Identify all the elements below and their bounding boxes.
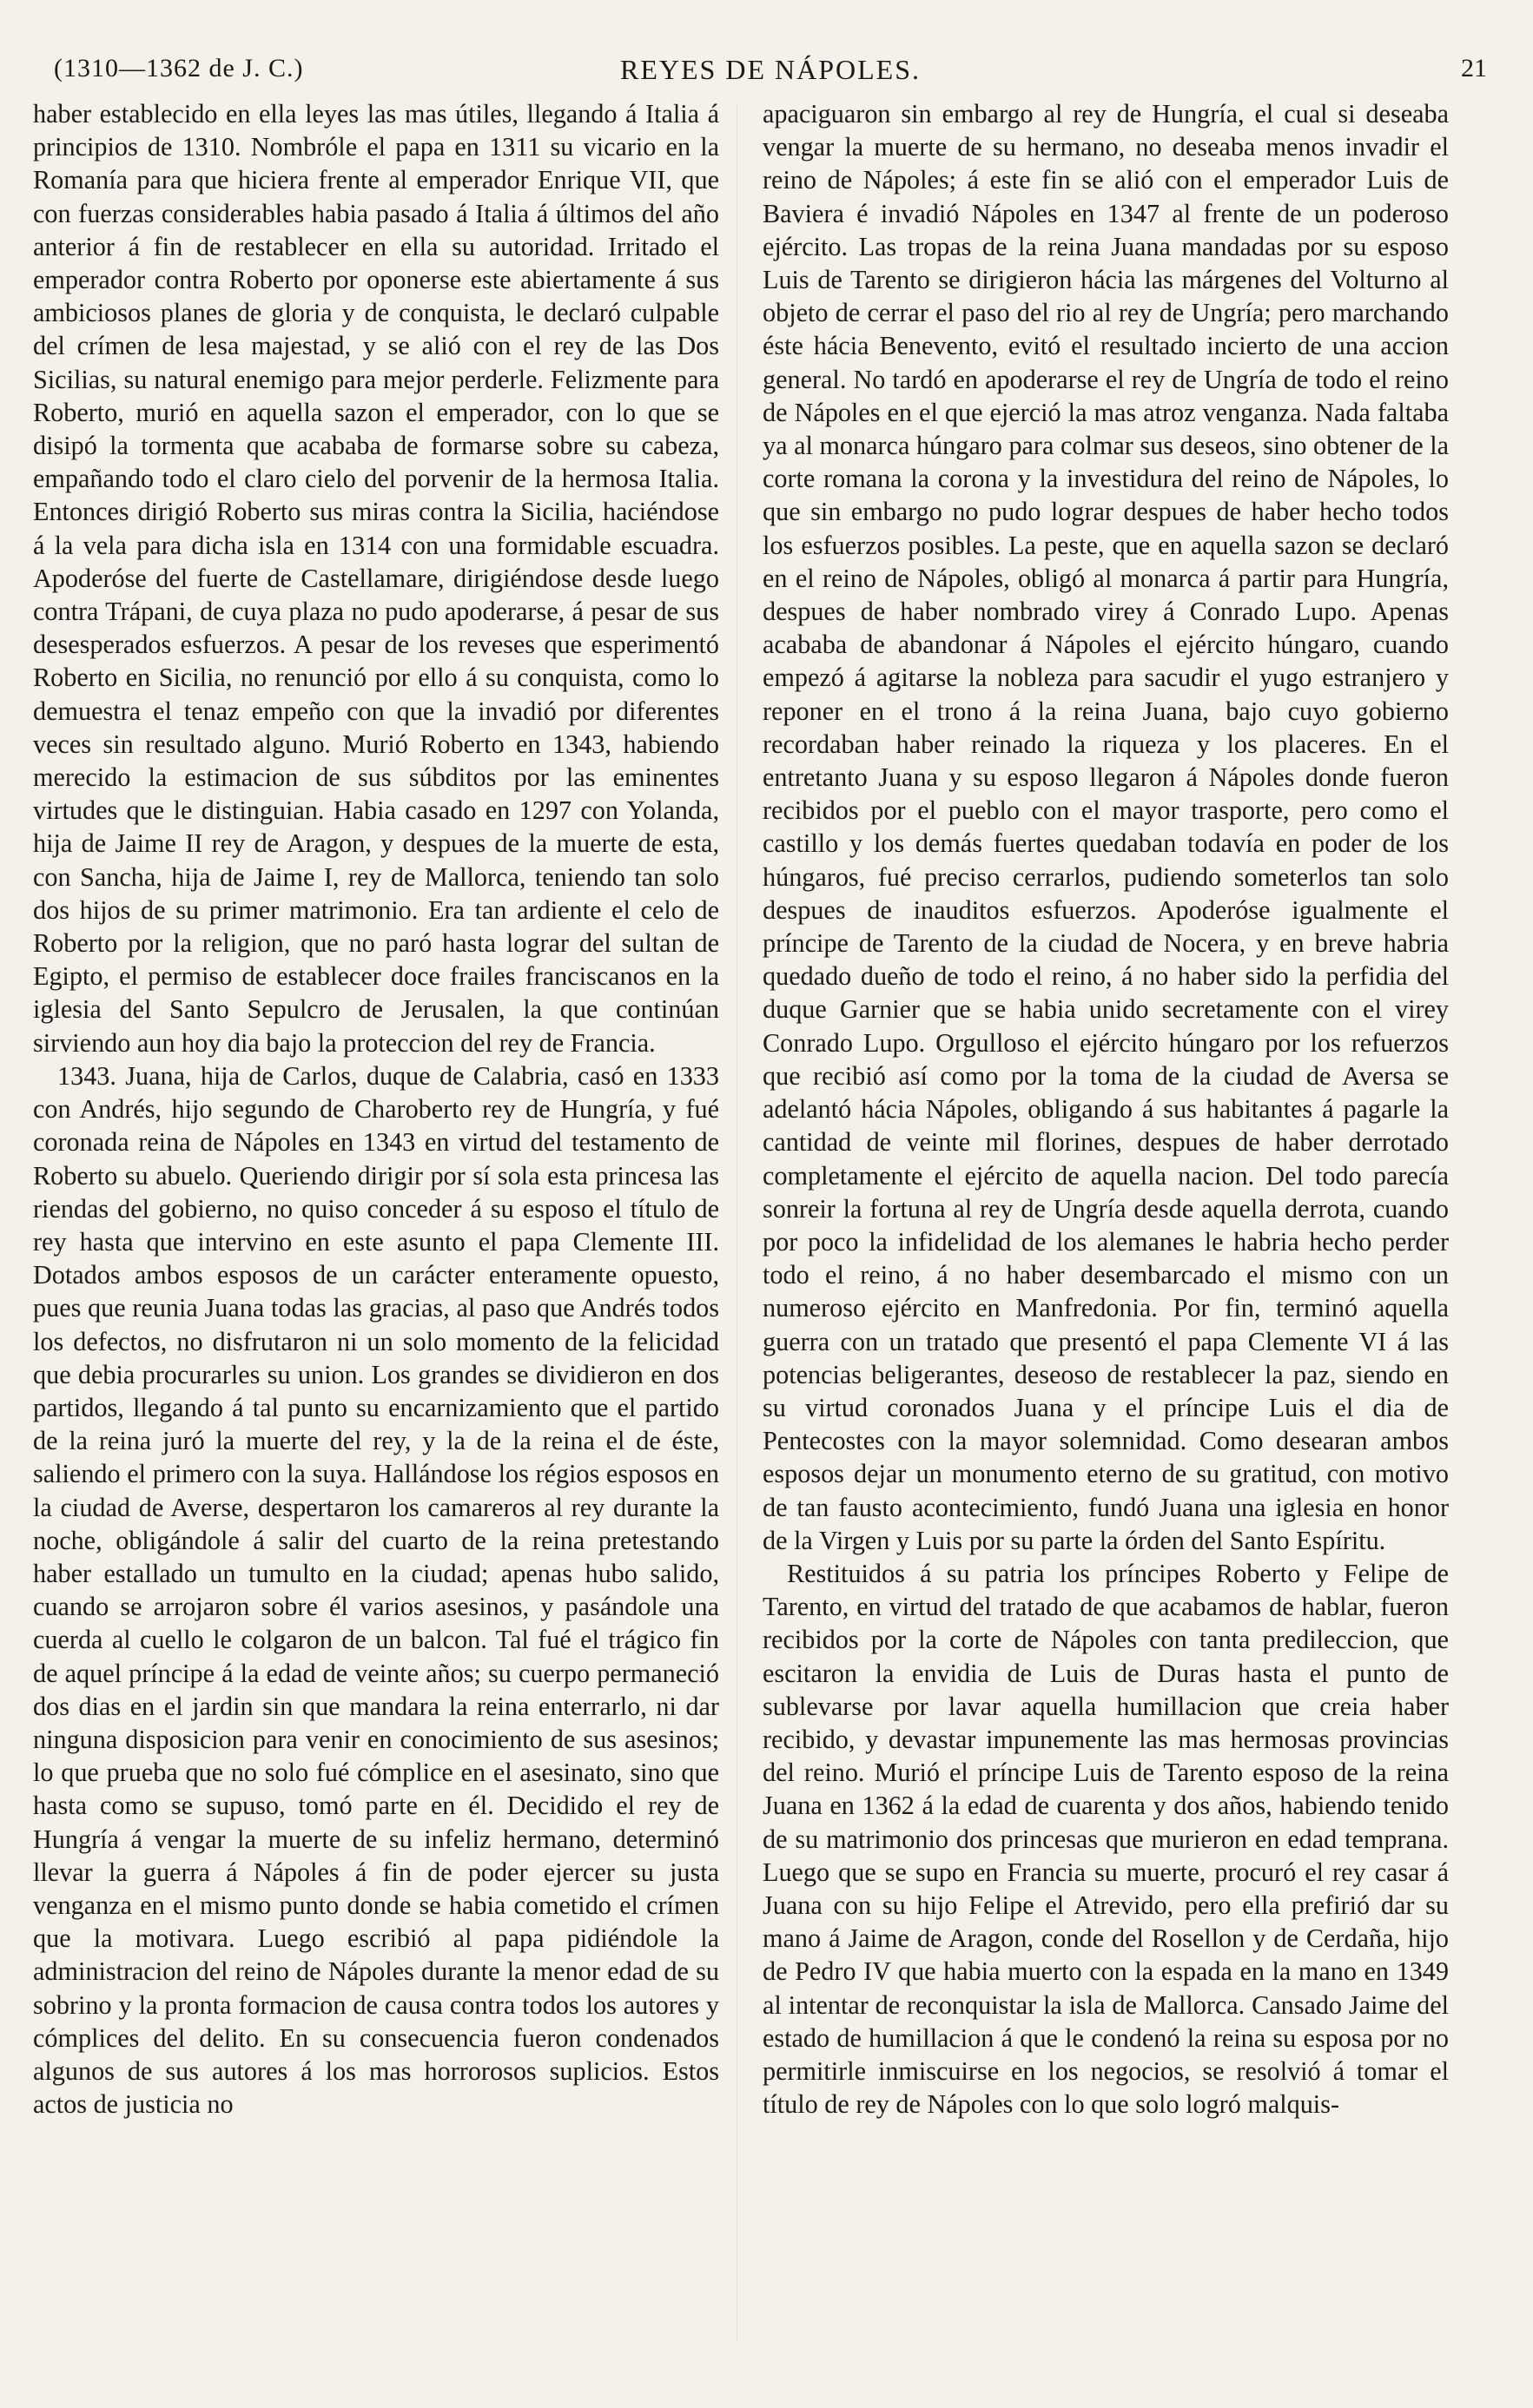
paragraph-tarento-princes: Restituidos á su patria los príncipes Roberto y Felipe de Tarento, en virtud del tratado de que acabamos de hablar, fueron recibidos por la corte de Nápoles con tanta predileccion, que escitaron la envidia de Luis de Duras hasta el punto de sublevarse por lavar aquella humillacion que creia haber recibido, y devastar impunemente las mas hermosas provincias del reino. Murió el príncipe Luis de Tarento esposo de la reina Juana en 1362 á la edad de cuarenta y dos años, habiendo tenido de su matrimonio dos princesas que murieron en edad temprana. Luego que se supo en Francia su muerte, procuró el rey casar á Juana con su hijo Felipe el Atrevido, pero ella prefirió dar su mano á Jaime de Aragon, conde del Rosellon y de Cerdaña, hijo de Pedro IV que habia muerto con la espada en la mano en 1349 al intentar de reconquistar la isla de Mallorca. Cansado Jaime del estado de humillacion á que le condenó la reina su esposa por no permitirle inmiscuirse en los negocios, se resolvió á tomar el título de rey de Nápoles con lo que solo logró malquis- <box>763 1558 1449 2120</box>
header-title: REYES DE NÁPOLES. <box>619 54 921 85</box>
running-header <box>54 54 1487 94</box>
right-column <box>763 97 1449 2355</box>
page-number: 21 <box>1461 54 1487 82</box>
paragraph-robert-continued: haber establecido en ella leyes las mas útiles, llegando á Italia á principios de 1310. Nombróle el papa en 1311 su vicario en la Romanía para que hiciera frente al emperador Enrique VII, que con fuerzas considerables habia pasado á Italia á últimos del año anterior á fin de restablecer en ella su autoridad. Irritado el emperador contra Roberto por oponerse este abiertamente á sus ambiciosos planes de gloria y de conquista, le declaró culpable del crímen de lesa majestad, y se alió con el rey de las Dos Sicilias, su natural enemigo para mejor perderle. Felizmente para Roberto, murió en aquella sazon el emperador, con lo que se disipó la tormenta que acababa de formarse sobre su cabeza, empañando todo el claro cielo del porvenir de la hermosa Italia. Entonces dirigió Roberto sus miras contra la Sicilia, haciéndose á la vela para dicha isla en 1314 con una formidable escuadra. Apoderóse del fuerte de Castellamare, dirigiéndose desde luego contra Trápani, de cuya plaza no pudo apoderarse, á pesar de sus desesperados esfuerzos. A pesar de los reveses que esperimentó Roberto en Sicilia, no renunció por ello á su conquista, como lo demuestra el tenaz empeño con que la invadió por diferentes veces sin resultado alguno. Murió Roberto en 1343, habiendo merecido la estimacion de sus súbditos por las eminentes virtudes que le distinguian. Habia casado en 1297 con Yolanda, hija de Jaime II rey de Aragon, y despues de la muerte de esta, con Sancha, hija de Jaime I, rey de Mallorca, teniendo tan solo dos hijos de su primer matrimonio. Era tan ardiente el celo de Roberto por la religion, que no paró hasta lograr del sultan de Egipto, el permiso de establecer doce frailes franciscanos en la iglesia del Santo Sepulcro de Jerusalen, la que continúan sirviendo aun hoy dia bajo la proteccion del rey de Francia. <box>33 99 719 1058</box>
paragraph-hungarian-invasion: apaciguaron sin embargo al rey de Hungría, el cual si deseaba vengar la muerte de su hermano, no deseaba menos invadir el reino de Nápoles; á este fin se alió con el emperador Luis de Baviera é invadió Nápoles en 1347 al frente de un poderoso ejército. Las tropas de la reina Juana mandadas por su esposo Luis de Tarento se dirigieron hácia las márgenes del Volturno al objeto de cerrar el paso del rio al rey de Ungría; pero marchando éste hácia Benevento, evitó el resultado incierto de una accion general. No tardó en apoderarse el rey de Ungría de todo el reino de Nápoles en el que ejerció la mas atroz venganza. Nada faltaba ya al monarca húngaro para colmar sus deseos, sino obtener de la corte romana la corona y la investidura del reino de Nápoles, lo que sin embargo no pudo lograr despues de haber hecho todos los esfuerzos posibles. La peste, que en aquella sazon se declaró en el reino de Nápoles, obligó al monarca á partir para Hungría, despues de haber nombrado virey á Conrado Lupo. Apenas acababa de abandonar á Nápoles el ejército húngaro, cuando empezó á agitarse la nobleza para sacudir el yugo estranjero y reponer en el trono á la reina Juana, bajo cuyo gobierno recordaban haber reinado la riqueza y los placeres. En el entretanto Juana y su esposo llegaron á Nápoles donde fueron recibidos por el pueblo con el mayor trasporte, pero como el castillo y los demás fuertes quedaban todavía en poder de los húngaros, fué preciso cerrarlos, pudiendo someterlos tan solo despues de inauditos esfuerzos. Apoderóse igualmente el príncipe de Tarento de la ciudad de Nocera, y en breve habria quedado dueño de todo el reino, á no haber sido la perfidia del duque Garnier que se habia unido secretamente con el virey Conrado Lupo. Orgulloso el ejército húngaro por los refuerzos que recibió así como por la toma de la ciudad de Aversa se adelantó hácia Nápoles, obligando á sus habitantes á pagarle la cantidad de veinte mil florines, despues de haber derrotado completamente el ejército de aquella nacion. Del todo parecía sonreir la fortuna al rey de Ungría desde aquella derrota, cuando por poco la infidelidad de los alemanes le habria hecho perder todo el reino, á no haber desembarcado el mismo con un numeroso ejército en Manfredonia. Por fin, terminó aquella guerra con un tratado que presentó el papa Clemente VI á las potencias beligerantes, deseoso de restablecer la paz, siendo en su virtud coronados Juana y el príncipe Luis el dia de Pentecostes con la mayor solemnidad. Como desearan ambos esposos dejar un monumento eterno de su gratitud, con motivo de tan fausto acontecimiento, fundó Juana una iglesia en honor de la Virgen y Luis por su parte la órden del Santo Espíritu. <box>763 99 1449 1555</box>
header-date-range: (1310—1362 de J. C.) <box>54 54 304 82</box>
paragraph-juana-1343: 1343. Juana, hija de Carlos, duque de Calabria, casó en 1333 con Andrés, hijo segundo de Charoberto rey de Hungría, y fué coronada reina de Nápoles en 1343 en virtud del testamento de Roberto su abuelo. Queriendo dirigir por sí sola esta princesa las riendas del gobierno, no quiso conceder á su esposo el título de rey hasta que intervino en este asunto el papa Clemente III. Dotados ambos esposos de un carácter enteramente opuesto, pues que reunia Juana todas las gracias, al paso que Andrés todos los defectos, no disfrutaron ni un solo momento de la felicidad que debia procurarles su union. Los grandes se dividieron en dos partidos, llegando á tal punto su encarnizamiento que el partido de la reina juró la muerte del rey, y la de la reina el de éste, saliendo el primero con la suya. Hallándose los régios esposos en la ciudad de Averse, despertaron los camareros al rey durante la noche, obligándole á salir del cuarto de la reina pretestando haber estallado un tumulto en la ciudad; apenas hubo salido, cuando se arrojaron sobre él varios asesinos, y pasándole una cuerda al cuello le colgaron de un balcon. Tal fué el trágico fin de aquel príncipe á la edad de veinte años; su cuerpo permaneció dos dias en el jardin sin que mandara la reina enterrarlo, ni dar ninguna disposicion para venir en conocimiento de sus asesinos; lo que prueba que no solo fué cómplice en el asesinato, sino que hasta como se supuso, tomó parte en él. Decidido el rey de Hungría á vengar la muerte de su infeliz hermano, determinó llevar la guerra á Nápoles á fin de poder ejercer su justa venganza en el mismo punto donde se habia cometido el crímen que la motivara. Luego escribió al papa pidiéndole la administracion del reino de Nápoles durante la menor edad de su sobrino y la pronta formacion de causa contra todos los autores y cómplices del delito. En su consecuencia fueron condenados algunos de sus autores á los mas horrorosos suplicios. Estos actos de justicia no <box>33 1060 719 2120</box>
left-column <box>33 97 719 2355</box>
